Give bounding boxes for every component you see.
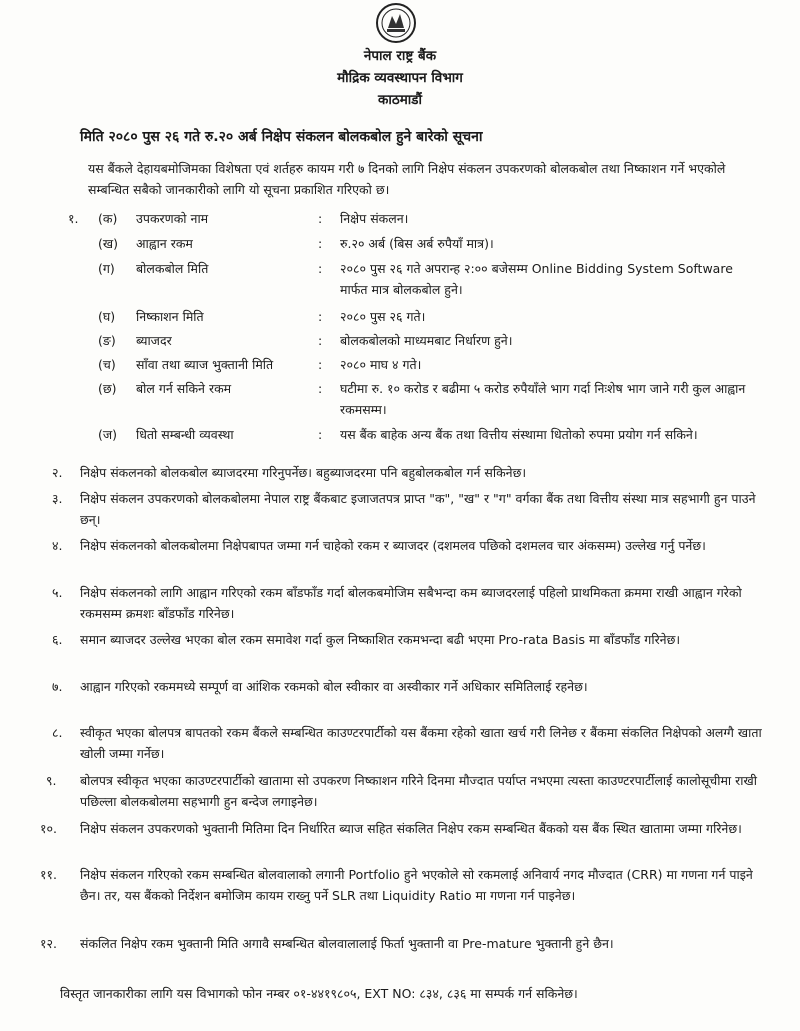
detail-value: रु.२० अर्ब (बिस अर्ब रुपैयाँ मात्र)। (340, 236, 494, 251)
nepal-rastra-bank-seal (370, 2, 422, 44)
point-text: निक्षेप संकलनको बोलकबोलमा निक्षेपबापत जम्मा गर्न चाहेको रकम र ब्याजदर (दशमलव पछिको दशमलव चार अंकसम्म) उल्लेख गर्नु पर्नेछ। (80, 538, 706, 553)
detail-key: (छ) (98, 381, 117, 396)
detail-key: (ग) (98, 261, 115, 276)
bank-name: नेपाल राष्ट्र बैंक (363, 48, 437, 64)
detail-colon: : (318, 381, 323, 396)
detail-colon: : (318, 261, 323, 276)
detail-value: निक्षेप संकलन। (340, 211, 409, 226)
footer-contact: विस्तृत जानकारीका लागि यस विभागको फोन नम्बर ०१-४४१९८०५, EXT NO: ८३४, ८३६ मा सम्पर्क गर्न सकिनेछ। (60, 986, 578, 1001)
point-number: १२. (40, 936, 57, 951)
detail-colon: : (318, 333, 323, 348)
detail-label: धितो सम्बन्धी व्यवस्था (136, 427, 234, 442)
detail-label: साँवा तथा ब्याज भुक्तानी मिति (136, 357, 274, 372)
department-name: मौद्रिक व्यवस्थापन विभाग (337, 70, 463, 86)
detail-label: उपकरणको नाम (136, 211, 209, 226)
point-number: ९. (46, 773, 57, 788)
detail-value: घटीमा रु. १० करोड र बढीमा ५ करोड रुपैयाँले भाग गर्दा निःशेष भाग जाने गरी कुल आह्वान रकमसम्म। (340, 381, 746, 417)
detail-key: (ज) (98, 427, 118, 442)
point-number: २. (52, 465, 63, 480)
detail-label: बोलकबोल मिति (136, 261, 209, 276)
detail-label: निष्काशन मिति (136, 309, 204, 324)
point-number: ११. (40, 867, 57, 882)
point-number: ६. (52, 632, 63, 647)
point-number: ३. (52, 491, 63, 506)
detail-key: (क) (98, 211, 118, 226)
point-text: निक्षेप संकलन उपकरणको भुक्तानी मितिमा दिन निर्धारित ब्याज सहित संकलित निक्षेप रकम सम्बन्धित बैंकको यस बैंक स्थित खातामा जम्मा गरिनेछ। (80, 821, 742, 836)
point-text: निक्षेप संकलनको बोलकबोल ब्याजदरमा गरिनुपर्नेछ। बहुब्याजदरमा पनि बहुबोलकबोल गर्न सकिनेछ। (80, 465, 527, 480)
point-number: ४. (52, 538, 63, 553)
point-text: निक्षेप संकलन उपकरणको बोलकबोलमा नेपाल राष्ट्र बैंकबाट इजाजतपत्र प्राप्त "क", "ख" र "ग" वर्गका बैंक तथा वित्तीय संस्था मात्र सहभागी हुन पाउने छन्। (80, 491, 756, 527)
item-1-number: १. (68, 211, 79, 226)
detail-value: बोलकबोलको माध्यमबाट निर्धारण हुने। (340, 333, 513, 348)
detail-label: आह्वान रकम (136, 236, 193, 251)
point-text: आह्वान गरिएको रकममध्ये सम्पूर्ण वा आंशिक रकमको बोल स्वीकार वा अस्वीकार गर्ने अधिकार समितिलाई रहनेछ। (80, 679, 588, 694)
detail-colon: : (318, 309, 323, 324)
city-name: काठमाडौं (378, 92, 422, 108)
detail-key: (च) (98, 357, 116, 372)
detail-key: (घ) (98, 309, 116, 324)
point-text: संकलित निक्षेप रकम भुक्तानी मिति अगावै सम्बन्धित बोलवालालाई फिर्ता भुक्तानी वा Pre-mature भुक्तानी हुने छैन। (80, 936, 614, 951)
intro-paragraph: यस बैंकले देहायबमोजिमका विशेषता एवं शर्तहरु कायम गरी ७ दिनको लागि निक्षेप संकलन उपकरणको बोलकबोल तथा निष्काशन गर्ने भएकोले सम्बन्धित सबैको जानकारीको लागि यो सूचना प्रकाशित गरिएको छ। (88, 161, 726, 197)
notice-title: मिति २०८० पुस २६ गते रु.२० अर्ब निक्षेप संकलन बोलकबोल हुने बारेको सूचना (80, 129, 483, 145)
point-text: निक्षेप संकलन गरिएको रकम सम्बन्धित बोलवालाको लगानी Portfolio हुने भएकोले सो रकमलाई अनिवार्य नगद मौज्दात (CRR) मा गणना गर्न पाइने छैन। तर, यस बैंकको निर्देशन बमोजिम कायम राख्नु पर्ने SLR तथा Liquidity Ratio मा गणना गर्न पाइनेछ। (80, 867, 753, 903)
point-number: १०. (40, 821, 57, 836)
detail-colon: : (318, 236, 323, 251)
detail-key: (ङ) (98, 333, 116, 348)
detail-label: बोल गर्न सकिने रकम (136, 381, 232, 396)
point-text: निक्षेप संकलनको लागि आह्वान गरिएको रकम बाँडफाँड गर्दा बोलकबमोजिम सबैभन्दा कम ब्याजदरलाई पहिलो प्राथमिकता क्रममा राखी आह्वान गरेको रकमसम्म क्रमशः बाँडफाँड गरिनेछ। (80, 585, 742, 621)
detail-colon: : (318, 211, 323, 226)
detail-value: २०८० पुस २६ गते। (340, 309, 426, 324)
detail-colon: : (318, 357, 323, 372)
point-text: समान ब्याजदर उल्लेख भएका बोल रकम समावेश गर्दा कुल निष्काशित रकमभन्दा बढी भएमा Pro-rata Basis मा बाँडफाँड गरिनेछ। (80, 632, 681, 647)
point-number: ८. (52, 725, 63, 740)
detail-colon: : (318, 427, 323, 442)
point-number: ५. (52, 585, 63, 600)
detail-label: ब्याजदर (136, 333, 172, 348)
point-text: बोलपत्र स्वीकृत भएका काउण्टरपार्टीको खातामा सो उपकरण निष्काशन गरिने दिनमा मौज्दात पर्याप्त नभएमा त्यस्ता काउण्टरपार्टीलाई कालोसूचीमा राखी पछिल्ला बोलकबोलमा सहभागी हुन बन्देज लगाइनेछ। (80, 773, 757, 809)
detail-value: २०८० माघ ४ गते। (340, 357, 422, 372)
point-number: ७. (52, 679, 63, 694)
detail-value: २०८० पुस २६ गते अपरान्ह २:०० बजेसम्म Online Bidding System Software मार्फत मात्र बोलकबोल हुने। (340, 261, 733, 297)
detail-key: (ख) (98, 236, 118, 251)
point-text: स्वीकृत भएका बोलपत्र बापतको रकम बैंकले सम्बन्धित काउण्टरपार्टीको यस बैंकमा रहेको खाता खर्च गरी लिनेछ र बैंकमा संकलित निक्षेपको अलग्गै खाता खोली जम्मा गर्नेछ। (80, 725, 762, 761)
detail-value: यस बैंक बाहेक अन्य बैंक तथा वित्तीय संस्थामा धितोको रुपमा प्रयोग गर्न सकिने। (340, 427, 698, 442)
